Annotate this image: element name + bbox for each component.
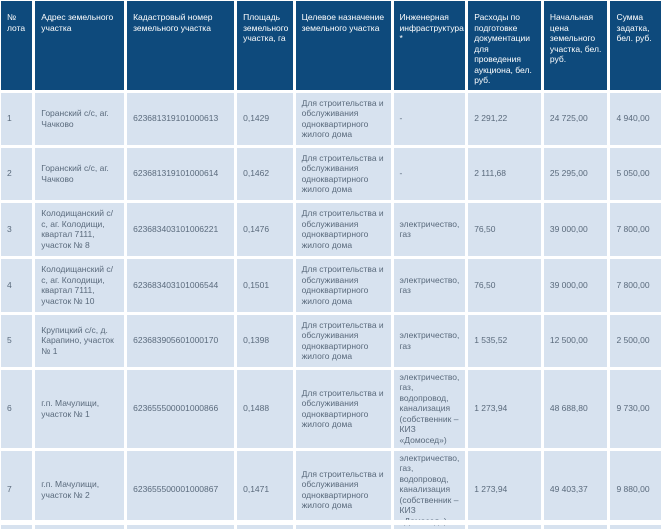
header-deposit: Сумма задатка, бел. руб. [610, 1, 661, 90]
cell-deposit: 9 880,00 [610, 451, 661, 529]
cell-address: Горанский с/с, аг. Чачково [35, 148, 124, 200]
cell-deposit: 7 800,00 [610, 259, 661, 312]
table-row [1, 93, 661, 145]
cell-lot: 6 [1, 370, 32, 448]
cell-purpose: Для строительства и обслуживания одноквартирного жилого дома [296, 370, 391, 448]
cell-price: 39 000,00 [544, 259, 608, 312]
cell-area: 0,1501 [237, 259, 293, 312]
cell-purpose: Для строительства и обслуживания одноквартирного жилого дома [296, 148, 391, 200]
bottom-edge [0, 520, 662, 525]
cell-infrastructure: - [394, 93, 466, 145]
cell-price: 24 725,00 [544, 93, 608, 145]
cell-purpose: Для строительства и обслуживания одноквартирного жилого дома [296, 93, 391, 145]
cell-area: 0,1429 [237, 93, 293, 145]
cell-infrastructure: электричество, газ [394, 203, 466, 256]
cell-area: 0,1488 [237, 370, 293, 448]
cell-address: г.п. Мачулищи, участок № 1 [35, 370, 124, 448]
cell-purpose: Для строительства и обслуживания одноквартирного жилого дома [296, 259, 391, 312]
cell-expenses: 76,50 [468, 259, 541, 312]
cell-expenses: 1 273,94 [468, 370, 541, 448]
table-row [1, 203, 661, 256]
cell-area: 0,1462 [237, 148, 293, 200]
cell-lot: 3 [1, 203, 32, 256]
cell-expenses: 1 273,94 [468, 451, 541, 529]
cell-infrastructure: электричество, газ [394, 315, 466, 367]
cell-price: 12 500,00 [544, 315, 608, 367]
header-expenses: Расходы по подготовке документации для проведения аукциона, бел. руб. [468, 1, 541, 90]
cell-expenses: 2 111,68 [468, 148, 541, 200]
cell-price: 39 000,00 [544, 203, 608, 256]
cell-address: Крупицкий с/с, д. Карапино, участок № 1 [35, 315, 124, 367]
cell-purpose: Для строительства и обслуживания одноквартирного жилого дома [296, 451, 391, 529]
cell-deposit: 7 800,00 [610, 203, 661, 256]
header-area: Площадь земельного участка, га [237, 1, 293, 90]
cell-infrastructure: электричество, газ, водопровод, канализация (собственник – КИЗ [394, 451, 466, 529]
cell-area: 0,1471 [237, 451, 293, 529]
cell-address: г.п. Мачулищи, участок № 2 [35, 451, 124, 529]
cell-cadastral: 623683905601000170 [127, 315, 234, 367]
cell-infrastructure: - [394, 148, 466, 200]
header-start-price: Начальная цена земельного участка, бел. руб. [544, 1, 608, 90]
header-cadastral-number: Кадастровый номер земельного участка [127, 1, 234, 90]
cell-price: 48 688,80 [544, 370, 608, 448]
cell-deposit: 2 500,00 [610, 315, 661, 367]
cell-lot: 5 [1, 315, 32, 367]
cell-purpose: Для строительства и обслуживания одноквартирного жилого дома [296, 203, 391, 256]
table-row [1, 370, 661, 448]
cell-cadastral: 623655500001000866 [127, 370, 234, 448]
header-address: Адрес земельного участка [35, 1, 124, 90]
table-row [1, 315, 661, 367]
cell-cadastral: 623655500001000867 [127, 451, 234, 529]
cell-address: Колодищанский с/с, аг. Колодищи, квартал 7111, участок № 8 [35, 203, 124, 256]
cell-cadastral: 623681319101000614 [127, 148, 234, 200]
cell-price: 25 295,00 [544, 148, 608, 200]
table-row [1, 451, 661, 529]
cell-lot: 2 [1, 148, 32, 200]
cell-expenses: 76,50 [468, 203, 541, 256]
table-header-row [1, 1, 661, 90]
cell-cadastral: 623683403101006221 [127, 203, 234, 256]
cell-area: 0,1476 [237, 203, 293, 256]
cell-expenses: 2 291,22 [468, 93, 541, 145]
cell-expenses: 1 535,52 [468, 315, 541, 367]
cell-infrastructure: электричество, газ, водопровод, канализация (собственник – КИЗ «Домосед») [394, 370, 466, 448]
cell-cadastral: 623683403101006544 [127, 259, 234, 312]
cell-infrastructure: электричество, газ [394, 259, 466, 312]
cell-deposit: 9 730,00 [610, 370, 661, 448]
cell-deposit: 4 940,00 [610, 93, 661, 145]
cell-lot: 7 [1, 451, 32, 529]
cell-lot: 1 [1, 93, 32, 145]
cell-deposit: 5 050,00 [610, 148, 661, 200]
cell-cadastral: 623681319101000613 [127, 93, 234, 145]
cell-purpose: Для строительства и обслуживания одноквартирного жилого дома [296, 315, 391, 367]
cell-address: Горанский с/с, аг. Чачково [35, 93, 124, 145]
table-row [1, 148, 661, 200]
cell-address: Колодищанский с/с, аг. Колодищи, квартал 7111, участок № 10 [35, 259, 124, 312]
cell-price: 49 403,37 [544, 451, 608, 529]
cell-lot: 4 [1, 259, 32, 312]
header-purpose: Целевое назначение земельного участка [296, 1, 391, 90]
table-row [1, 259, 661, 312]
header-infrastructure: Инженерная инфраструктура * [394, 1, 466, 90]
header-lot-number: № лота [1, 1, 32, 90]
cell-area: 0,1398 [237, 315, 293, 367]
